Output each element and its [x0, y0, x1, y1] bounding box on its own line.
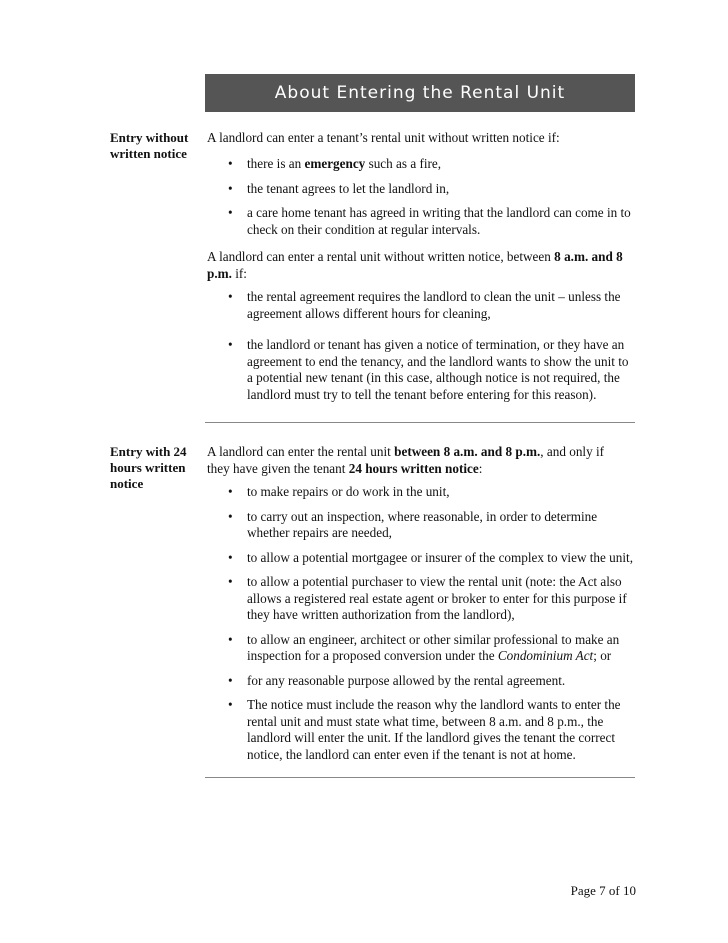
- list-item: • the tenant agrees to let the landlord in,: [228, 180, 450, 196]
- bullet-icon: •: [228, 156, 233, 171]
- section2-bullet-list: [225, 484, 635, 763]
- section-label-entry-without-notice: [110, 130, 188, 162]
- bullet-icon: •: [228, 549, 233, 565]
- list-item: • to make repairs or do work in the unit,: [228, 484, 450, 499]
- list-item: • for any reasonable purpose allowed by the rental agreement.: [228, 672, 566, 688]
- bullet-icon: •: [228, 672, 233, 688]
- bullet-icon: •: [228, 697, 233, 712]
- list-item: • the rental agreement requires the landlord to clean the unit – unless the agreement allows different hours for cleaning,: [228, 289, 621, 321]
- list-item: • there is an emergency such as a fire,: [228, 156, 442, 171]
- section1-intro2: A landlord can enter a rental unit without written notice, between 8 a.m. and 8 p.m. if:: [207, 249, 623, 281]
- list-item: • to carry out an inspection, where reasonable, in order to determine whether repairs are needed,: [228, 508, 598, 540]
- bullet-icon: •: [228, 205, 233, 220]
- bullet-icon: •: [228, 508, 233, 524]
- section2-intro: A landlord can enter the rental unit between 8 a.m. and 8 p.m., and only if they have given the tenant 24 hours written notice:: [207, 444, 605, 476]
- page-number: Page 7 of 10: [570, 883, 636, 898]
- label-line: notice: [110, 476, 144, 491]
- title-text: About Entering the Rental Unit: [274, 83, 566, 103]
- page-title: [205, 74, 635, 112]
- list-item: • a care home tenant has agreed in writing that the landlord can come in to check on their condition at regular intervals.: [228, 205, 631, 237]
- bullet-icon: •: [228, 574, 233, 589]
- label-line: Entry with 24: [110, 444, 187, 459]
- list-item: • to allow a potential mortgagee or insurer of the complex to view the unit,: [228, 549, 633, 565]
- bullet-icon: •: [228, 180, 233, 196]
- section1-bullet-list-2: [225, 289, 635, 403]
- label-line: Entry without: [110, 130, 189, 145]
- bullet-icon: •: [228, 631, 233, 647]
- bullet-icon: •: [228, 337, 233, 352]
- bullet-icon: •: [228, 484, 233, 499]
- section-divider: [205, 777, 635, 778]
- section-divider: [205, 422, 635, 423]
- list-item: • to allow a potential purchaser to view the rental unit (note: the Act also allows a registered real estate agent or broker to enter for this purpose if they have written authorization from the landlord),: [228, 574, 627, 622]
- bullet-icon: •: [228, 289, 233, 304]
- list-item: • the landlord or tenant has given a notice of termination, or they have an agreement to end the tenancy, and the landlord wants to show the unit to a potential new tenant (in this case, although notice is not required, the landlord must try to tell the tenant before entering for this reason).: [228, 337, 629, 402]
- section1-intro: A landlord can enter a tenant’s rental unit without written notice if:: [207, 130, 560, 145]
- section-label-entry-with-notice: [110, 444, 187, 492]
- list-item: • to allow an engineer, architect or other similar professional to make an inspection for a proposed conversion under the Condominium Act; or: [228, 631, 620, 663]
- list-item: • The notice must include the reason why the landlord wants to enter the rental unit and must state what time, between 8 a.m. and 8 p.m., the landlord will enter the unit. If the landlord gives the tenant the correct notice, the landlord can enter even if the tenant is not at home.: [228, 697, 621, 762]
- label-line: written notice: [110, 146, 187, 161]
- label-line: hours written: [110, 460, 186, 475]
- section1-bullet-list: [225, 156, 635, 238]
